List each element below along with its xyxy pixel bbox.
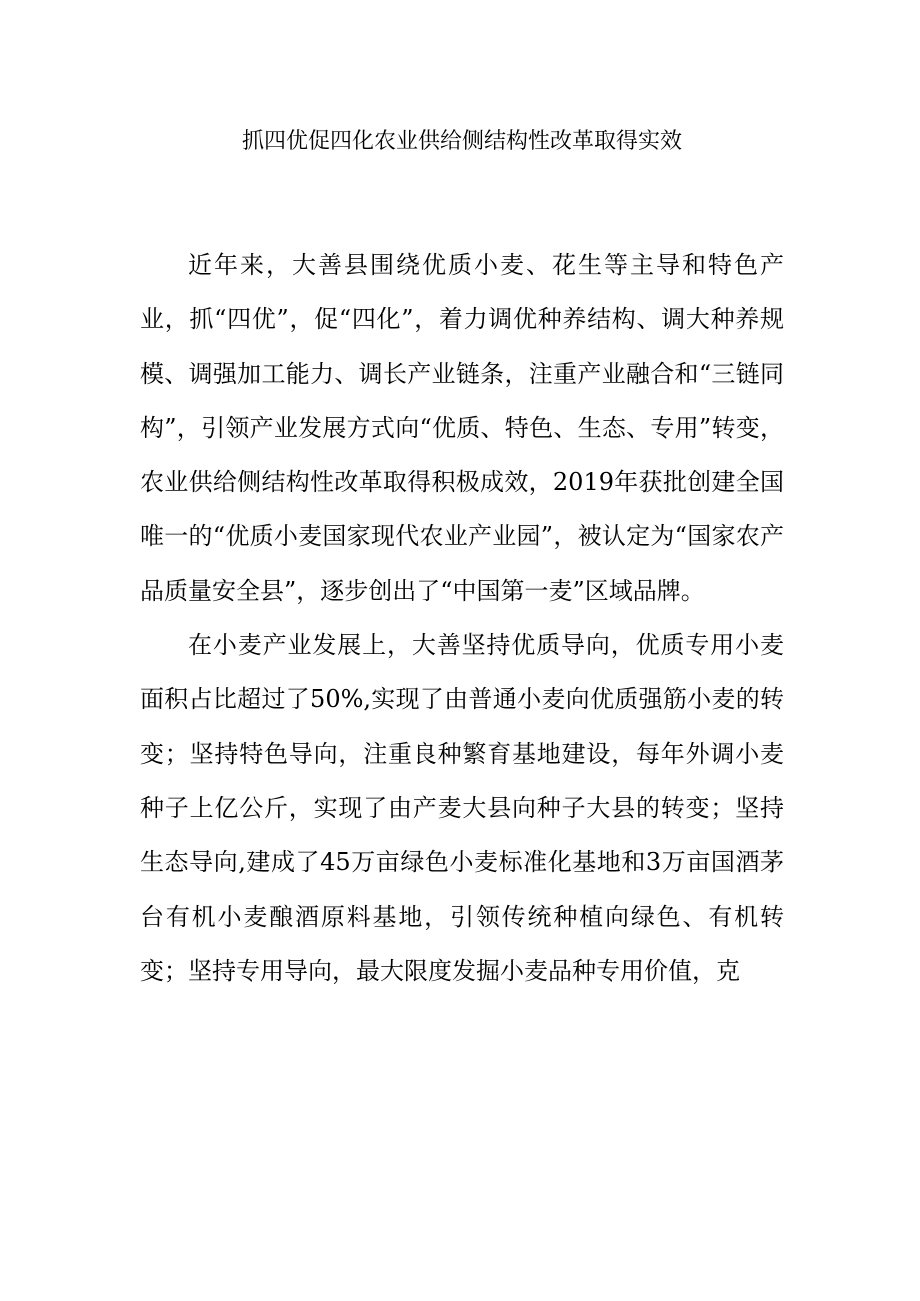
document-body [140,238,784,998]
paragraph-1: 近年来，大善县围绕优质小麦、花生等主导和特色产业，抓“四优”，促“四化”，着力调优种养结构、调大种养规模、调强加工能力、调长产业链条，注重产业融合和“三链同构”，引领产业发展方式向“优质、特色、生态、专用”转变，农业供给侧结构性改革取得积极成效，2019年获批创建全国唯一的“优质小麦国家现代农业产业园”，被认定为“国家农产品质量安全县”，逐步创出了“中国第一麦”区域品牌。 [140,251,784,605]
document-title: 抓四优促四化农业供给侧结构性改革取得实效 [241,129,682,154]
paragraph-2: 在小麦产业发展上，大善坚持优质导向，优质专用小麦面积占比超过了50%,实现了由普通小麦向优质强筋小麦的转变；坚持特色导向，注重良种繁育基地建设，每年外调小麦种子上亿公斤，实现了由产麦大县向种子大县的转变；坚持生态导向,建成了45万亩绿色小麦标准化基地和3万亩国酒茅台有机小麦酿酒原料基地，引领传统种植向绿色、有机转变；坚持专用导向，最大限度发掘小麦品种专用价值，克 [140,631,784,985]
